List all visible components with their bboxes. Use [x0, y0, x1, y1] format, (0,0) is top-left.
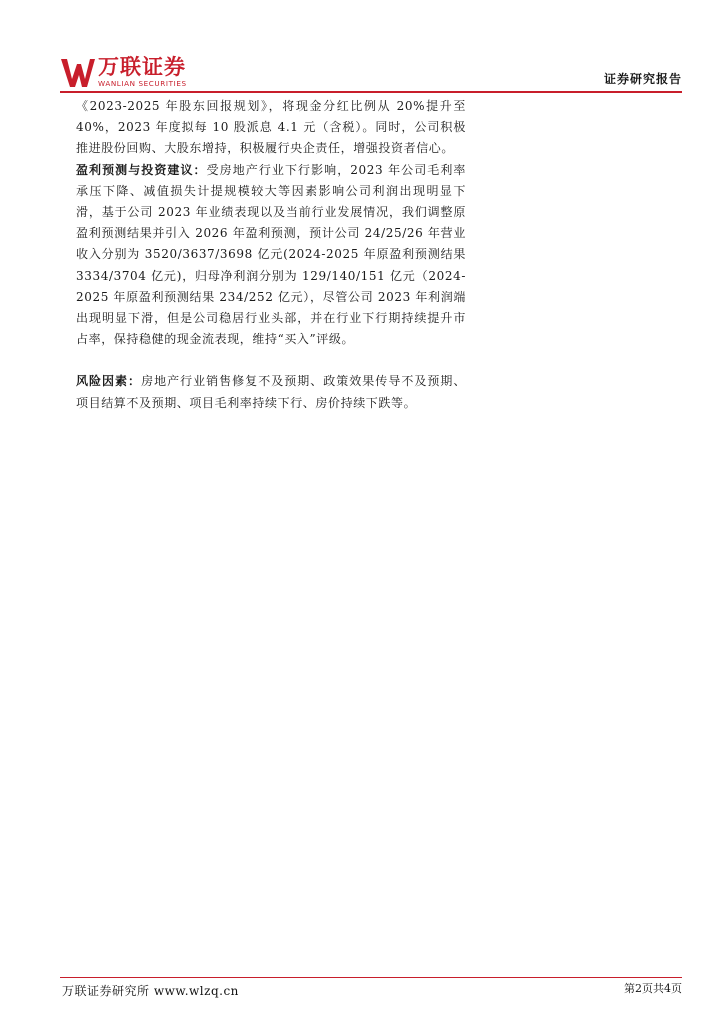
footer-institute: 万联证券研究所 www.wlzq.cn	[62, 984, 239, 998]
earnings-forecast-label: 盈利预测与投资建议：	[76, 162, 207, 177]
logo-english-name: WANLIAN SECURITIES	[98, 79, 187, 88]
company-logo	[60, 55, 187, 91]
header-divider	[60, 91, 682, 93]
risk-factors-text: 房地产行业销售修复不及预期、政策效果传导不及预期、项目结算不及预期、项目毛利率持续下行、房价持续下跌等。	[76, 374, 466, 410]
earnings-forecast-text: 受房地产行业下行影响，2023 年公司毛利率承压下降、减值损失计提规模较大等因素影响公司利润出现明显下滑，基于公司 2023 年业绩表现以及当前行业发展情况，我们调整原盈利预测结果并引入 2026 年盈利预测，预计公司 24/25/26 年营业收入分别为 3520/3637/3698 亿元(2024-2025 年原盈利预测结果 3334/3704 亿元)，归母净利润分别为 129/140/151 亿元（2024-2025 年原盈利预测结果 234/252 亿元），尽管公司 2023 年利润端出现明显下滑，但是公司稳居行业头部，并在行业下行期持续提升市占率，保持稳健的现金流表现，维持“买入”评级。	[76, 162, 466, 347]
risk-factors-paragraph	[76, 371, 466, 413]
logo-text	[98, 55, 187, 88]
logo-chinese-name: 万联证券	[98, 55, 186, 79]
footer-divider	[60, 977, 682, 978]
page-header	[60, 55, 682, 91]
report-body	[76, 96, 466, 414]
wanlian-w-logo-icon	[60, 55, 96, 89]
page-number: 第2页共4页	[624, 982, 682, 995]
shareholder-return-paragraph: 《2023-2025 年股东回报规划》，将现金分红比例从 20%提升至 40%，2023 年度拟每 10 股派息 4.1 元（含税）。同时，公司积极推进股份回购、大股东增持，积极履行央企责任，增强投资者信心。	[76, 99, 466, 156]
report-type-label: 证券研究报告	[603, 72, 682, 86]
risk-factors-label: 风险因素：	[76, 374, 142, 389]
earnings-forecast-paragraph	[76, 160, 466, 351]
